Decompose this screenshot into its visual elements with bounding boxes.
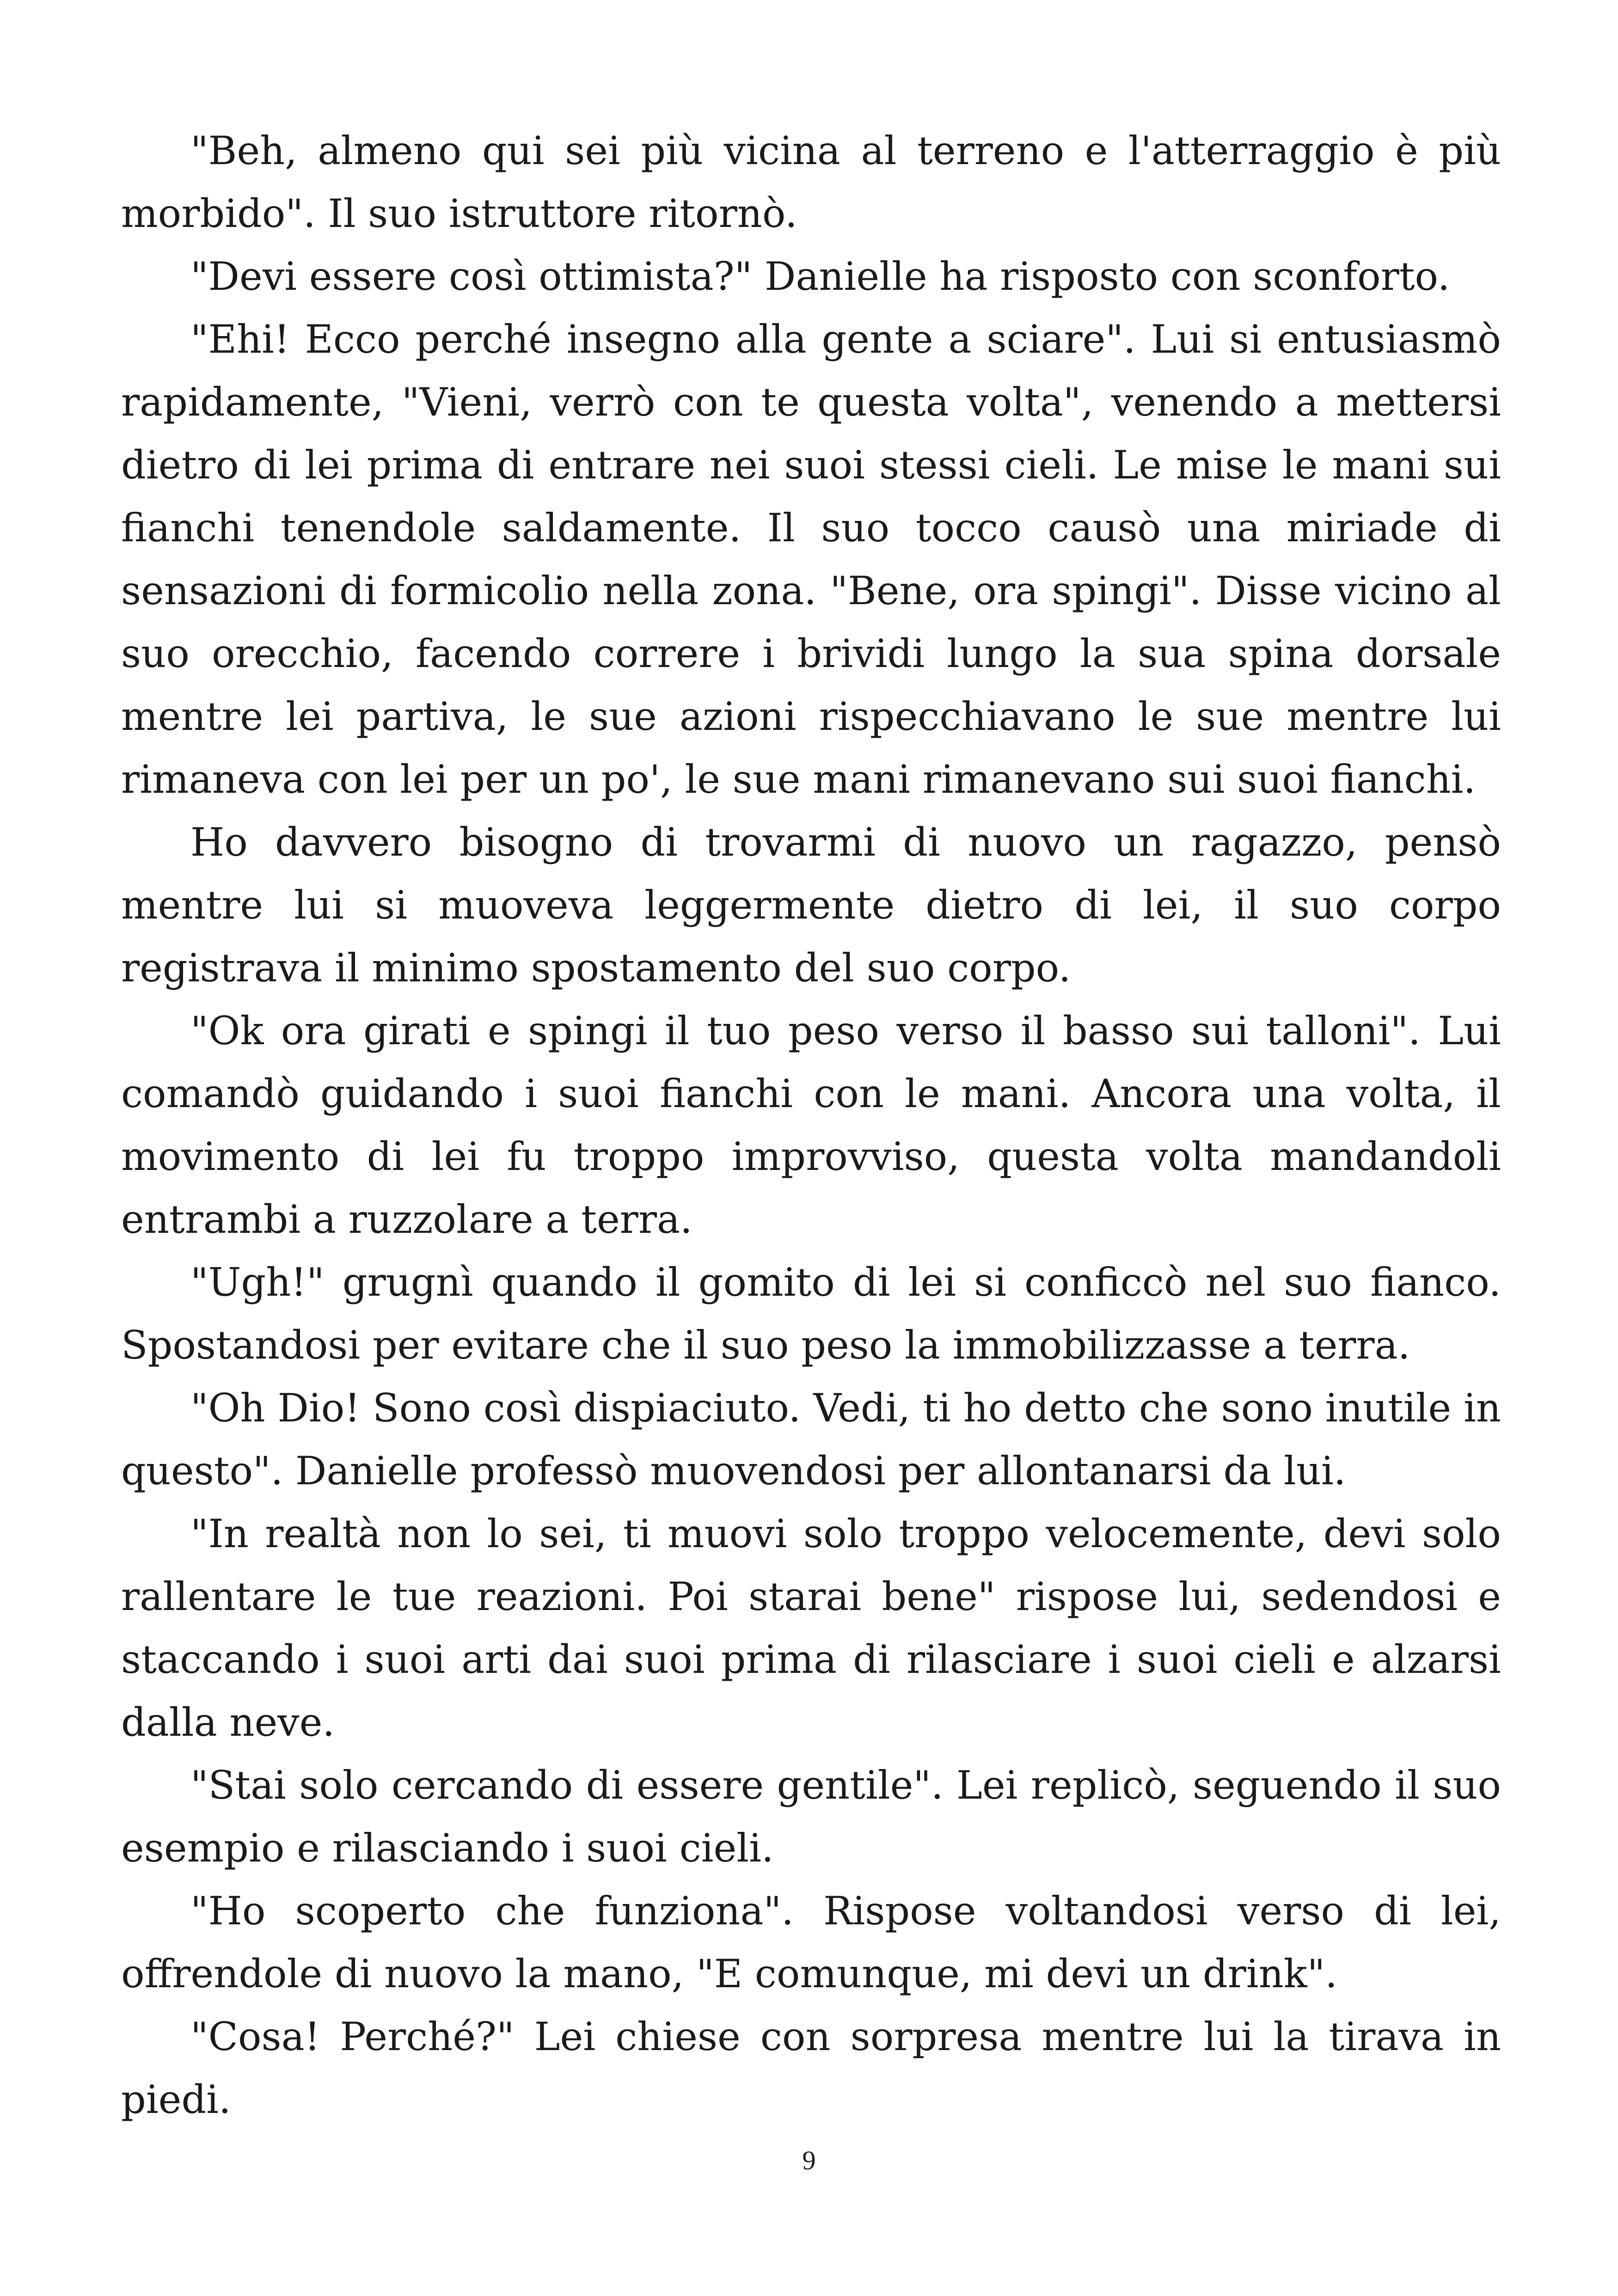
paragraph: "Devi essere così ottimista?" Danielle ha risposto con sconforto. <box>190 254 1450 299</box>
paragraph: "Stai solo cercando di essere gentile". Lei replicò, seguendo il suo esempio e rilasciando i suoi cieli. <box>121 1763 1501 1871</box>
paragraph: "Cosa! Perché?" Lei chiese con sorpresa mentre lui la tirava in piedi. <box>121 2014 1501 2122</box>
page-number: 9 <box>802 2145 816 2175</box>
paragraph: "Ho scoperto che funziona". Rispose voltandosi verso di lei, offrendole di nuovo la mano, "E comunque, mi devi un drink". <box>121 1888 1501 1996</box>
paragraph: "In realtà non lo sei, ti muovi solo troppo velocemente, devi solo rallentare le tue reazioni. Poi starai bene" rispose lui, sedendosi e staccando i suoi arti dai suoi prima di rilasciare i suoi cieli e alzarsi dalla neve. <box>121 1511 1501 1745</box>
paragraph: "Ehi! Ecco perché insegno alla gente a sciare". Lui si entusiasmò rapidamente, "Vieni, verrò con te questa volta", venendo a mettersi dietro di lei prima di entrare nei suoi stessi cieli. Le mise le mani sui fianchi tenendole saldamente. Il suo tocco causò una miriade di sensazioni di formicolio nella zona. "Bene, ora spingi". Disse vicino al suo orecchio, facendo correre i brividi lungo la sua spina dorsale mentre lei partiva, le sue azioni rispecchiavano le sue mentre lui rimaneva con lei per un po', le sue mani rimanevano sui suoi fianchi. <box>121 317 1501 802</box>
paragraph: Ho davvero bisogno di trovarmi di nuovo un ragazzo, pensò mentre lui si muoveva leggermente dietro di lei, il suo corpo registrava il minimo spostamento del suo corpo. <box>121 820 1501 991</box>
paragraph: "Oh Dio! Sono così dispiaciuto. Vedi, ti ho detto che sono inutile in questo". Danielle professò muovendosi per allontanarsi da lui. <box>121 1385 1501 1494</box>
page-body-text <box>121 119 1501 2131</box>
paragraph: "Ok ora girati e spingi il tuo peso verso il basso sui talloni". Lui comandò guidando i suoi fianchi con le mani. Ancora una volta, il movimento di lei fu troppo improvviso, questa volta mandandoli entrambi a ruzzolare a terra. <box>121 1008 1501 1242</box>
paragraph: "Beh, almeno qui sei più vicina al terreno e l'atterraggio è più morbido". Il suo istruttore ritornò. <box>121 128 1501 236</box>
paragraph: "Ugh!" grugnì quando il gomito di lei si conficcò nel suo fianco. Spostandosi per evitare che il suo peso la immobilizzasse a terra. <box>121 1260 1501 1368</box>
